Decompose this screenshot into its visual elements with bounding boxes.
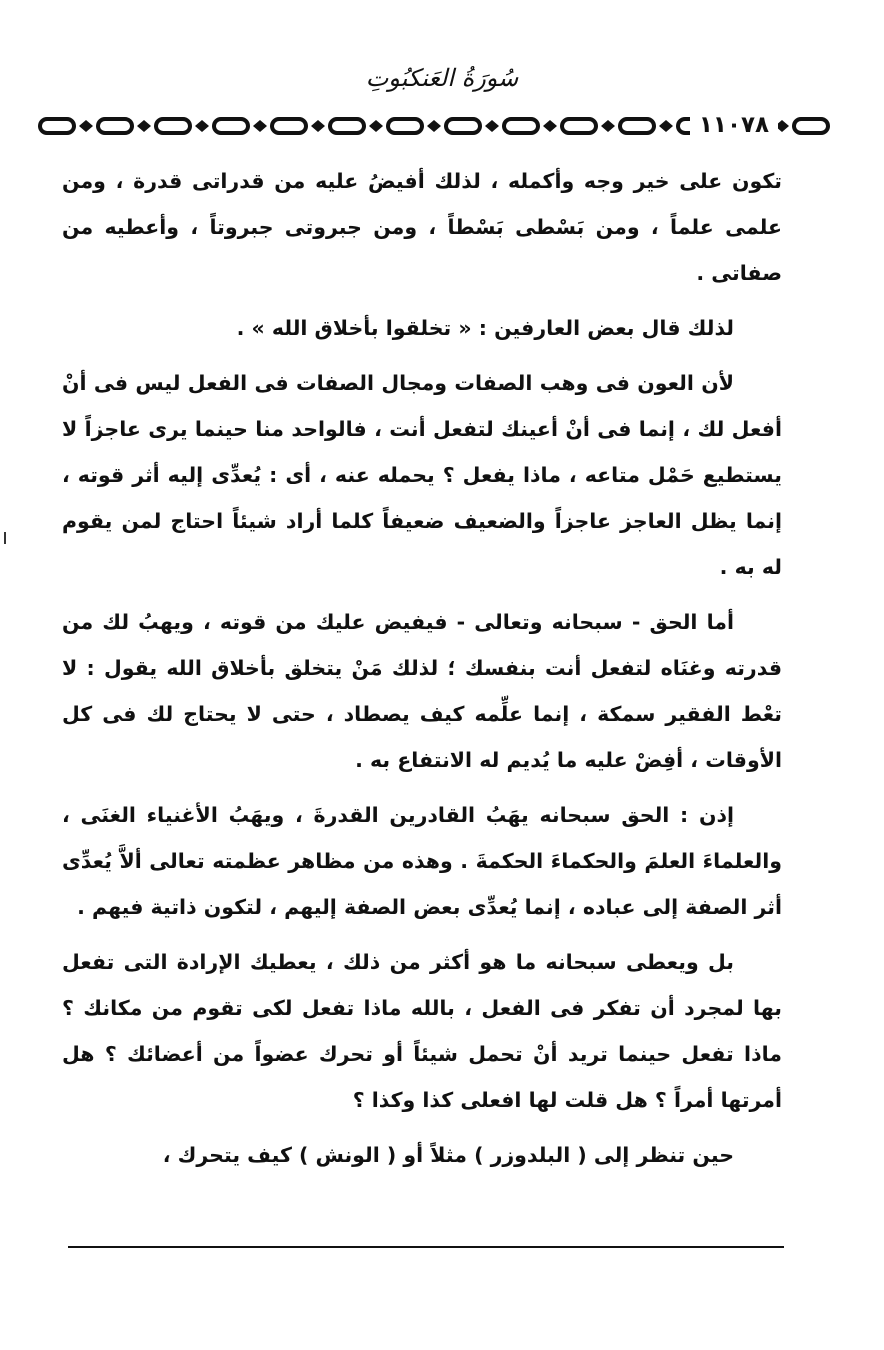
chain-link [98,119,132,133]
chain-diamond [659,120,673,132]
paragraph: لأن العون فى وهب الصفات ومجال الصفات فى الفعل ليس فى أنْ أفعل لك ، إنما فى أنْ أعينك لتفعل أنت ، فالواحد منا حينما يرى عاجزاً لا يستطيع حَمْل متاعه ، ماذا يفعل ؟ يحمله عنه ، أى : يُعدِّى إليه أثر قوته ، إنما يظل العاجز عاجزاً والضعيف ضعيفاً كلما أراد شيئاً احتاج لمن يقوم له به . [62,371,782,579]
body-text [62,158,782,1187]
chain-diamond [543,120,557,132]
chain-diamond [253,120,267,132]
paragraph: لذلك قال بعض العارفين : « تخلقوا بأخلاق الله » . [236,316,734,340]
chain-diamond [79,120,93,132]
chain-diamond [601,120,615,132]
page-number: ١١٠٧٨ [690,107,778,143]
surah-title: سُورَةُ العَنكبُوتِ [365,64,519,92]
chain-link [794,119,828,133]
chain-link [562,119,596,133]
chain-link [40,119,74,133]
chain-link [388,119,422,133]
paragraph: إذن : الحق سبحانه يهَبُ القادرين القدرةَ ، ويهَبُ الأغنياء الغنَى ، والعلماءَ العلمَ والحكماءَ الحكمةَ . وهذه من مظاهر عظمته تعالى ألاَّ يُعدِّى أثر الصفة إلى عباده ، إنما يُعدِّى بعض الصفة إليهم ، لتكون ذاتية فيهم . [62,803,782,919]
paragraph: تكون على خير وجه وأكمله ، لذلك أفيضُ عليه من قدراتى قدرة ، ومن علمى علماً ، ومن بَسْطى بَسْطاً ، ومن جبروتى جبروتاً ، وأعطيه من صفاتى . [62,169,782,285]
chain-link [330,119,364,133]
chain-link [446,119,480,133]
chain-link [504,119,538,133]
chain-diamond [427,120,441,132]
chain-link [214,119,248,133]
chain-diamond [369,120,383,132]
margin-mark [4,532,6,544]
chain-diamond [485,120,499,132]
chain-link [272,119,306,133]
chain-link [620,119,654,133]
paragraph: حين تنظر إلى ( البلدوزر ) مثلاً أو ( الونش ) كيف يتحرك ، [162,1143,734,1167]
footer-rule [68,1246,784,1248]
chain-diamond [195,120,209,132]
chain-diamond [311,120,325,132]
paragraph: أما الحق - سبحانه وتعالى - فيفيض عليك من قوته ، ويهبُ لك من قدرته وغنَاه لتفعل أنت بنفسك ؛ لذلك مَنْ يتخلق بأخلاق الله يقول : لا تعْط الفقير سمكة ، إنما علِّمه كيف يصطاد ، حتى لا يحتاج لك فى كل الأوقات ، أفِضْ عليه ما يُديم له الانتفاع به . [62,610,782,772]
chain-diamond [137,120,151,132]
chain-link [156,119,190,133]
paragraph: بل ويعطى سبحانه ما هو أكثر من ذلك ، يعطيك الإرادة التى تفعل بها لمجرد أن تفكر فى الفعل ، بالله ماذا تفعل لكى تقوم من مكانك ؟ ماذا تفعل حينما تريد أنْ تحمل شيئاً أو تحرك عضواً من أعضائك ؟ هل أمرتها أمراً ؟ هل قلت لها افعلى كذا وكذا ؟ [62,950,782,1112]
